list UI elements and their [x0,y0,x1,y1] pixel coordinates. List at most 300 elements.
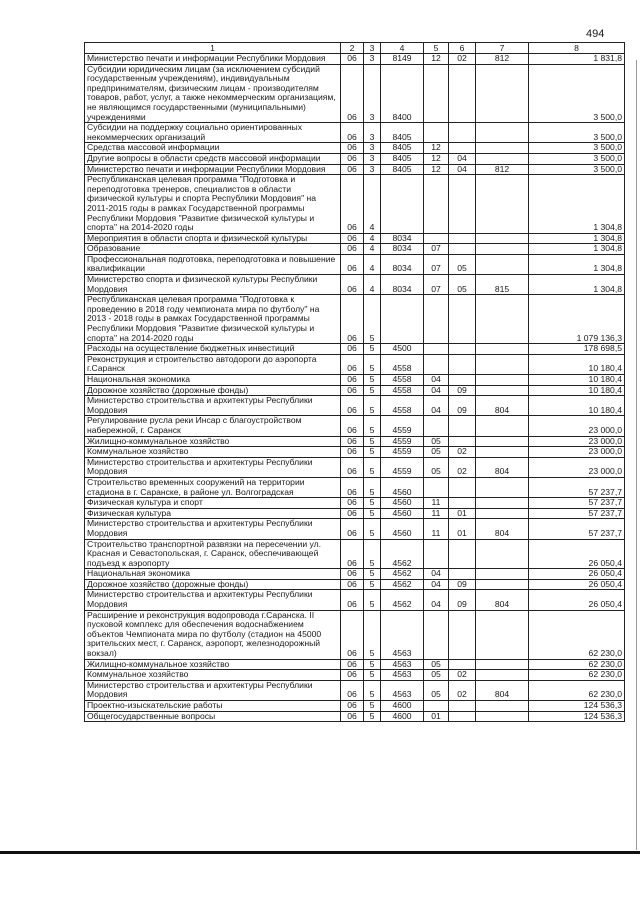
code-col-2: 06 [341,680,364,700]
table-header-row [85,43,625,54]
code-col-4: 8405 [381,164,424,175]
table-row [85,64,625,123]
table-body [85,54,625,722]
table-row [85,164,625,175]
bottom-rule [0,851,640,854]
code-col-5: 05 [424,659,449,670]
item-name: Министерство строительства и архитектуры Республики Мордовия [85,590,341,610]
header-cell: 6 [449,43,476,54]
table-row [85,175,625,234]
code-col-4: 8034 [381,275,424,295]
table-row [85,244,625,255]
code-col-4: 8405 [381,153,424,164]
header-cell: 2 [341,43,364,54]
code-col-6 [449,436,476,447]
header-cell: 7 [476,43,529,54]
code-col-6: 02 [449,447,476,458]
code-col-7: 804 [476,396,529,416]
amount: 62 230,0 [529,680,625,700]
code-col-7 [476,64,529,123]
table-row [85,680,625,700]
table-row [85,233,625,244]
item-name: Республиканская целевая программа "Подготовка к проведению в 2018 году чемпионата мира по футболу" на 2013 - 2018 годы в рамках Государственной программы Республики Мордовия "Развитие физической культуры и спорта" на 2014-2020 годы [85,295,341,344]
code-col-2: 06 [341,498,364,509]
amount: 10 180,4 [529,396,625,416]
code-col-3: 5 [364,498,381,509]
table-row [85,590,625,610]
code-col-3: 5 [364,295,381,344]
item-name: Мероприятия в области спорта и физической культуры [85,233,341,244]
amount: 23 000,0 [529,457,625,477]
code-col-4: 4559 [381,457,424,477]
code-col-2: 06 [341,375,364,386]
code-col-3: 5 [364,610,381,659]
code-col-2: 06 [341,519,364,539]
code-col-3: 5 [364,344,381,355]
item-name: Министерство спорта и физической культуры Республики Мордовия [85,275,341,295]
code-col-2: 06 [341,64,364,123]
code-col-6 [449,701,476,712]
item-name: Средства массовой информации [85,143,341,154]
code-col-4: 4600 [381,711,424,722]
amount: 1 079 136,3 [529,295,625,344]
code-col-6: 04 [449,164,476,175]
code-col-2: 06 [341,244,364,255]
header-cell: 8 [529,43,625,54]
code-col-5: 12 [424,164,449,175]
code-col-4: 8405 [381,143,424,154]
code-col-4: 4558 [381,375,424,386]
code-col-2: 06 [341,416,364,436]
code-col-6 [449,344,476,355]
code-col-3: 5 [364,477,381,497]
code-col-7 [476,416,529,436]
code-col-2: 06 [341,254,364,274]
item-name: Проектно-изыскательские работы [85,701,341,712]
code-col-6: 05 [449,275,476,295]
item-name: Министерство печати и информации Республики Мордовия [85,164,341,175]
code-col-7 [476,436,529,447]
code-col-5 [424,610,449,659]
item-name: Профессиональная подготовка, переподготовка и повышение квалификации [85,254,341,274]
code-col-6 [449,175,476,234]
amount: 124 536,3 [529,701,625,712]
code-col-4: 4558 [381,385,424,396]
item-name: Строительство транспортной развязки на пересечении ул. Красная и Севастопольская, г. Саранск, обеспечивающей подъезд к аэропорту [85,539,341,569]
code-col-3: 5 [364,447,381,458]
code-col-7 [476,711,529,722]
code-col-3: 3 [364,164,381,175]
code-col-2: 06 [341,447,364,458]
table-row [85,295,625,344]
code-col-4: 4562 [381,590,424,610]
table-row [85,498,625,509]
table-row [85,153,625,164]
code-col-6 [449,711,476,722]
code-col-6 [449,123,476,143]
code-col-5: 04 [424,590,449,610]
table-row [85,610,625,659]
code-col-5: 05 [424,436,449,447]
code-col-2: 06 [341,385,364,396]
table-row [85,385,625,396]
code-col-5: 04 [424,579,449,590]
code-col-4: 8400 [381,64,424,123]
code-col-3: 5 [364,416,381,436]
item-name: Жилищно-коммунальное хозяйство [85,659,341,670]
code-col-7: 804 [476,680,529,700]
code-col-3: 4 [364,233,381,244]
code-col-4: 4563 [381,659,424,670]
item-name: Физическая культура и спорт [85,498,341,509]
table-row [85,344,625,355]
code-col-5: 12 [424,54,449,65]
item-name: Дорожное хозяйство (дорожные фонды) [85,579,341,590]
code-col-7 [476,233,529,244]
code-col-3: 3 [364,143,381,154]
code-col-4: 4562 [381,579,424,590]
code-col-4: 4559 [381,447,424,458]
code-col-7 [476,539,529,569]
code-col-3: 3 [364,153,381,164]
code-col-4: 4563 [381,610,424,659]
code-col-6: 09 [449,590,476,610]
code-col-3: 5 [364,385,381,396]
code-col-7 [476,447,529,458]
code-col-3: 5 [364,396,381,416]
code-col-5 [424,416,449,436]
code-col-5 [424,233,449,244]
item-name: Расходы на осуществление бюджетных инвестиций [85,344,341,355]
code-col-7 [476,659,529,670]
table-row [85,354,625,374]
code-col-6: 01 [449,508,476,519]
code-col-3: 5 [364,457,381,477]
code-col-3: 4 [364,175,381,234]
code-col-2: 06 [341,436,364,447]
code-col-4: 8405 [381,123,424,143]
code-col-3: 5 [364,569,381,580]
amount: 3 500,0 [529,64,625,123]
item-name: Строительство временных сооружений на территории стадиона в г. Саранске, в районе ул. Волгоградская [85,477,341,497]
table-row [85,457,625,477]
code-col-2: 06 [341,153,364,164]
item-name: Коммунальное хозяйство [85,447,341,458]
code-col-5: 07 [424,254,449,274]
code-col-5: 12 [424,143,449,154]
code-col-6: 04 [449,153,476,164]
code-col-4: 4558 [381,396,424,416]
code-col-7 [476,354,529,374]
code-col-2: 06 [341,396,364,416]
header-cell: 5 [424,43,449,54]
table-row [85,711,625,722]
code-col-3: 3 [364,64,381,123]
code-col-6: 01 [449,519,476,539]
code-col-6 [449,610,476,659]
code-col-7 [476,143,529,154]
code-col-2: 06 [341,175,364,234]
code-col-2: 06 [341,354,364,374]
table-row [85,477,625,497]
code-col-3: 5 [364,508,381,519]
code-col-3: 5 [364,659,381,670]
amount: 57 237,7 [529,519,625,539]
code-col-3: 5 [364,519,381,539]
code-col-3: 3 [364,54,381,65]
code-col-6: 02 [449,680,476,700]
code-col-2: 06 [341,659,364,670]
code-col-6: 09 [449,385,476,396]
table-row [85,275,625,295]
amount: 1 304,8 [529,244,625,255]
code-col-7 [476,701,529,712]
header-cell: 3 [364,43,381,54]
header-cell: 4 [381,43,424,54]
amount: 3 500,0 [529,123,625,143]
item-name: Регулирование русла реки Инсар с благоустройством набережной, г. Саранск [85,416,341,436]
code-col-5: 05 [424,670,449,681]
code-col-3: 5 [364,711,381,722]
amount: 26 050,4 [529,539,625,569]
amount: 3 500,0 [529,143,625,154]
amount: 23 000,0 [529,436,625,447]
scan-edge [636,60,637,850]
amount: 10 180,4 [529,354,625,374]
code-col-7: 804 [476,590,529,610]
code-col-6 [449,477,476,497]
code-col-3: 5 [364,539,381,569]
table-row [85,569,625,580]
table-row [85,579,625,590]
code-col-7 [476,385,529,396]
code-col-5: 05 [424,447,449,458]
item-name: Национальная экономика [85,375,341,386]
code-col-5: 04 [424,385,449,396]
table-row [85,539,625,569]
code-col-6 [449,143,476,154]
code-col-4 [381,175,424,234]
code-col-2: 06 [341,477,364,497]
code-col-4: 4559 [381,416,424,436]
item-name: Коммунальное хозяйство [85,670,341,681]
table-row [85,659,625,670]
code-col-4: 4600 [381,701,424,712]
item-name: Министерство печати и информации Республики Мордовия [85,54,341,65]
code-col-7 [476,477,529,497]
code-col-7 [476,610,529,659]
code-col-4 [381,295,424,344]
table-row [85,254,625,274]
code-col-3: 5 [364,354,381,374]
code-col-6: 09 [449,396,476,416]
code-col-6 [449,375,476,386]
code-col-4: 8034 [381,244,424,255]
code-col-6: 05 [449,254,476,274]
item-name: Министерство строительства и архитектуры Республики Мордовия [85,457,341,477]
code-col-6 [449,233,476,244]
code-col-5 [424,477,449,497]
code-col-5: 04 [424,375,449,386]
code-col-6 [449,416,476,436]
item-name: Национальная экономика [85,569,341,580]
code-col-3: 5 [364,436,381,447]
code-col-5 [424,123,449,143]
table-row [85,508,625,519]
code-col-4: 4562 [381,569,424,580]
amount: 23 000,0 [529,416,625,436]
code-col-2: 06 [341,579,364,590]
code-col-4: 8034 [381,233,424,244]
code-col-5 [424,344,449,355]
amount: 62 230,0 [529,670,625,681]
code-col-4: 8034 [381,254,424,274]
table-row [85,416,625,436]
code-col-3: 5 [364,579,381,590]
code-col-4: 4560 [381,498,424,509]
code-col-7 [476,244,529,255]
code-col-2: 06 [341,457,364,477]
code-col-5 [424,175,449,234]
item-name: Субсидии на поддержку социально ориентированных некоммерческих организаций [85,123,341,143]
amount: 1 304,8 [529,233,625,244]
code-col-5: 12 [424,153,449,164]
code-col-5 [424,539,449,569]
code-col-7 [476,153,529,164]
code-col-2: 06 [341,670,364,681]
code-col-3: 4 [364,254,381,274]
code-col-7: 812 [476,54,529,65]
code-col-4: 4560 [381,477,424,497]
code-col-2: 06 [341,701,364,712]
code-col-3: 5 [364,590,381,610]
code-col-6: 02 [449,670,476,681]
code-col-4: 4562 [381,539,424,569]
amount: 1 304,8 [529,275,625,295]
code-col-6 [449,295,476,344]
table-row [85,123,625,143]
amount: 57 237,7 [529,477,625,497]
code-col-7: 815 [476,275,529,295]
amount: 178 698,5 [529,344,625,355]
code-col-4: 4558 [381,354,424,374]
code-col-7 [476,254,529,274]
code-col-7 [476,123,529,143]
amount: 3 500,0 [529,153,625,164]
table-row [85,375,625,386]
code-col-3: 5 [364,680,381,700]
code-col-2: 06 [341,539,364,569]
amount: 10 180,4 [529,385,625,396]
code-col-5 [424,295,449,344]
amount: 26 050,4 [529,590,625,610]
code-col-2: 06 [341,508,364,519]
item-name: Министерство строительства и архитектуры Республики Мордовия [85,519,341,539]
code-col-5: 05 [424,457,449,477]
code-col-5: 04 [424,396,449,416]
code-col-6 [449,244,476,255]
budget-table [84,42,625,722]
code-col-6 [449,569,476,580]
code-col-2: 06 [341,54,364,65]
code-col-2: 06 [341,711,364,722]
amount: 1 304,8 [529,254,625,274]
amount: 1 304,8 [529,175,625,234]
item-name: Образование [85,244,341,255]
item-name: Расширение и реконструкция водопровода г.Саранска. II пусковой комплекс для обеспечения водоснабжением объектов Чемпионата мира по футболу (стадион на 45000 зрительских мест, г. Саранск, аэропорт, железнодорожный вокзал) [85,610,341,659]
code-col-5 [424,701,449,712]
item-name: Физическая культура [85,508,341,519]
amount: 26 050,4 [529,579,625,590]
code-col-7: 804 [476,457,529,477]
code-col-2: 06 [341,295,364,344]
code-col-7 [476,579,529,590]
item-name: Жилищно-коммунальное хозяйство [85,436,341,447]
code-col-4: 8149 [381,54,424,65]
amount: 3 500,0 [529,164,625,175]
code-col-2: 06 [341,123,364,143]
code-col-5: 11 [424,508,449,519]
amount: 57 237,7 [529,508,625,519]
code-col-7 [476,498,529,509]
code-col-2: 06 [341,344,364,355]
code-col-5: 07 [424,244,449,255]
code-col-3: 4 [364,244,381,255]
code-col-5: 07 [424,275,449,295]
code-col-5: 05 [424,680,449,700]
code-col-7 [476,344,529,355]
amount: 62 230,0 [529,610,625,659]
item-name: Реконструкция и строительство автодороги до аэропорта г.Саранск [85,354,341,374]
header-cell: 1 [85,43,341,54]
code-col-7 [476,175,529,234]
table-row [85,670,625,681]
item-name: Общегосударственные вопросы [85,711,341,722]
code-col-2: 06 [341,164,364,175]
item-name: Субсидии юридическим лицам (за исключением субсидий государственным учреждениям), индивидуальным предпринимателям, физическим лицам - производителям товаров, работ, услуг, а также некоммерческим организациям, не являющимся государственными (муниципальными) учреждениями [85,64,341,123]
table-row [85,701,625,712]
amount: 62 230,0 [529,659,625,670]
code-col-3: 4 [364,275,381,295]
code-col-6 [449,498,476,509]
code-col-5 [424,354,449,374]
table-row [85,447,625,458]
code-col-3: 5 [364,375,381,386]
table-row [85,143,625,154]
code-col-3: 3 [364,123,381,143]
code-col-7 [476,569,529,580]
code-col-5: 11 [424,498,449,509]
code-col-3: 5 [364,670,381,681]
amount: 23 000,0 [529,447,625,458]
code-col-7: 812 [476,164,529,175]
item-name: Дорожное хозяйство (дорожные фонды) [85,385,341,396]
code-col-5 [424,64,449,123]
item-name: Министерство строительства и архитектуры Республики Мордовия [85,396,341,416]
page-number: 494 [586,28,605,40]
amount: 124 536,3 [529,711,625,722]
code-col-7 [476,295,529,344]
code-col-5: 01 [424,711,449,722]
code-col-6 [449,539,476,569]
code-col-7: 804 [476,519,529,539]
code-col-6: 02 [449,457,476,477]
code-col-2: 06 [341,233,364,244]
code-col-5: 11 [424,519,449,539]
code-col-7 [476,670,529,681]
code-col-2: 06 [341,143,364,154]
code-col-2: 06 [341,569,364,580]
